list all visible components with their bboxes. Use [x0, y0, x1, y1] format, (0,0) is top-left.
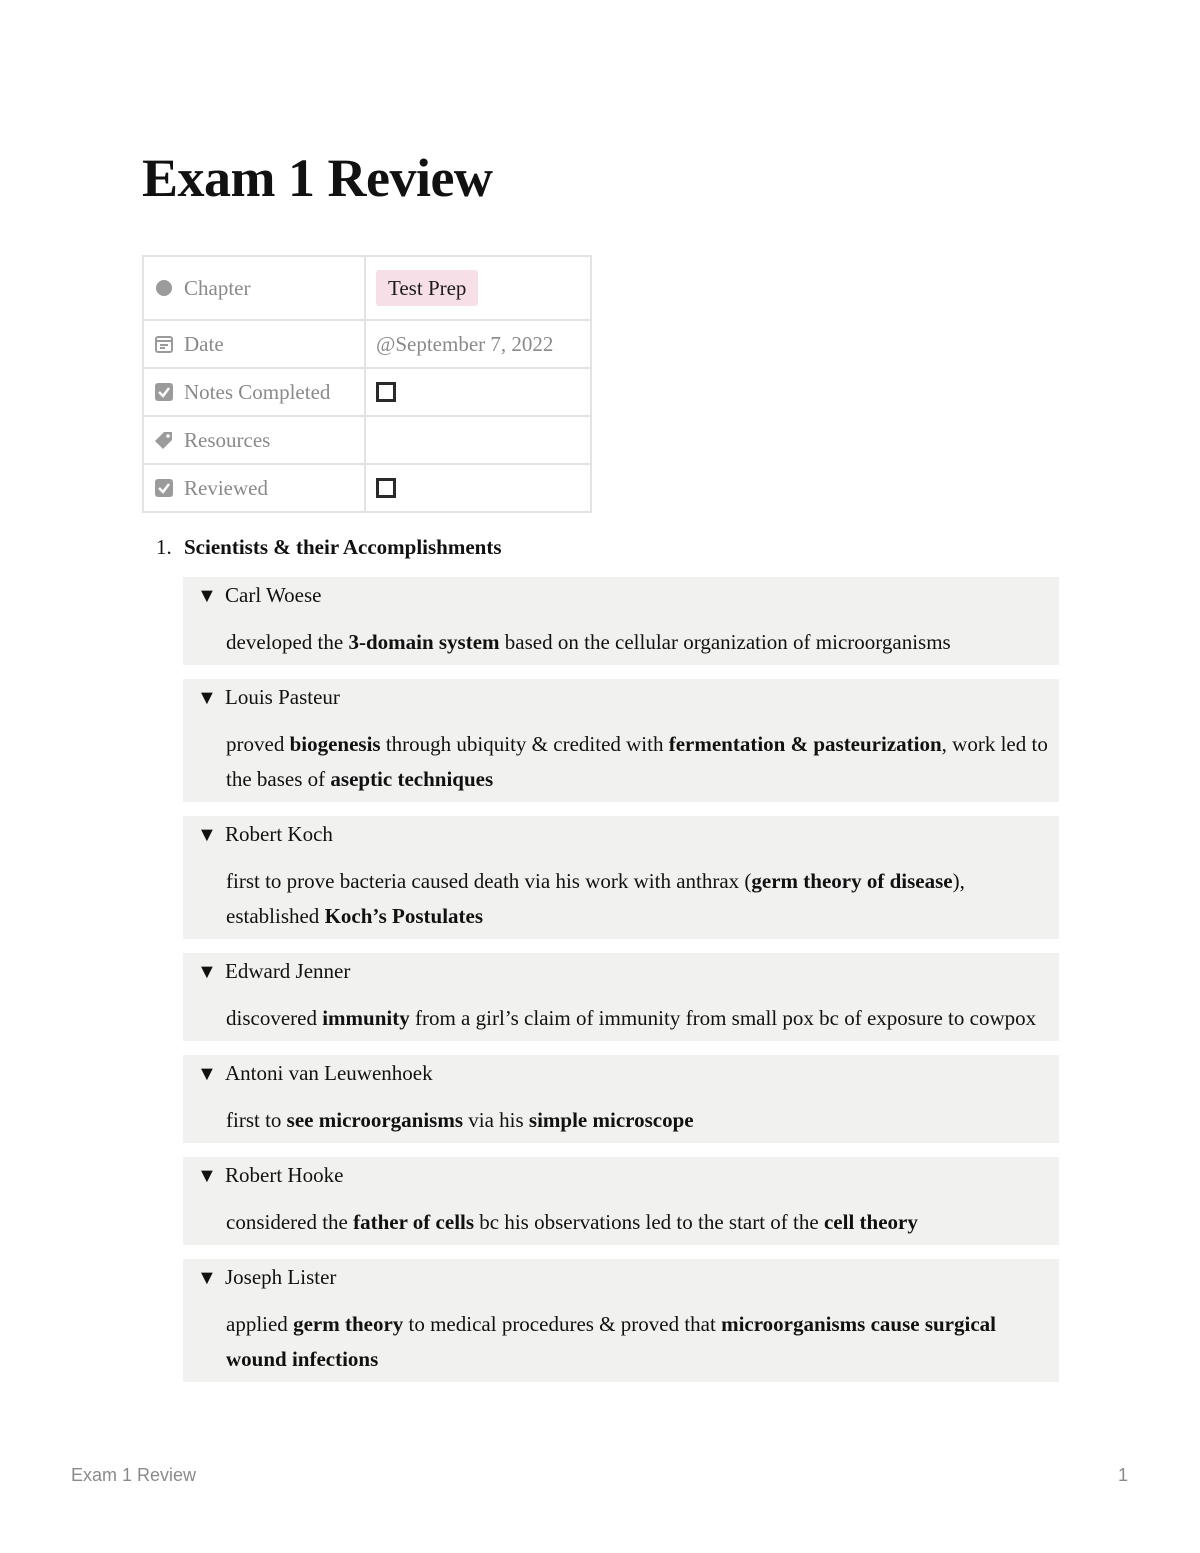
properties-table	[142, 255, 592, 513]
toggle-header[interactable]	[183, 1262, 1059, 1293]
notes-completed-checkbox[interactable]	[376, 382, 396, 402]
body-text: first to	[226, 1108, 287, 1132]
toggle-body	[183, 1089, 1059, 1138]
tag-icon	[154, 430, 174, 450]
chapter-icon	[154, 278, 174, 298]
toggle-header[interactable]	[183, 819, 1059, 850]
bold-text: immunity	[322, 1006, 410, 1030]
bold-text: biogenesis	[289, 732, 381, 756]
toggle-triangle-icon[interactable]: ▼	[197, 961, 217, 983]
toggle-triangle-icon[interactable]: ▼	[197, 585, 217, 607]
body-text: via his	[463, 1108, 529, 1132]
toggle-list	[183, 577, 1059, 1396]
body-text: , work led to the bases of	[226, 732, 1048, 791]
toggle-block	[183, 816, 1059, 939]
section-number: 1.	[156, 535, 172, 559]
toggle-title: Robert Koch	[225, 822, 333, 846]
resources-value[interactable]	[365, 416, 591, 464]
body-text: based on the cellular organization of microorganisms	[499, 630, 951, 654]
calendar-icon	[154, 334, 174, 354]
toggle-title: Carl Woese	[225, 583, 322, 607]
toggle-body	[183, 987, 1059, 1036]
toggle-block	[183, 1259, 1059, 1382]
toggle-triangle-icon[interactable]: ▼	[197, 1063, 217, 1085]
property-label-resources: Resources	[184, 427, 271, 452]
property-row-resources	[143, 416, 591, 464]
toggle-title: Louis Pasteur	[225, 685, 340, 709]
toggle-body	[183, 713, 1059, 797]
section-heading	[156, 532, 502, 562]
toggle-header[interactable]	[183, 956, 1059, 987]
toggle-block	[183, 1055, 1059, 1143]
bold-text: microorganisms cause surgical wound infections	[226, 1312, 996, 1371]
date-value[interactable]: @September 7, 2022	[376, 331, 554, 356]
toggle-header[interactable]	[183, 1160, 1059, 1191]
toggle-body	[183, 611, 1059, 660]
body-text: discovered	[226, 1006, 323, 1030]
bold-text: see microorganisms	[286, 1108, 463, 1132]
checkbox-icon	[154, 382, 174, 402]
toggle-triangle-icon[interactable]: ▼	[197, 687, 217, 709]
toggle-header[interactable]	[183, 1058, 1059, 1089]
property-row-chapter	[143, 256, 591, 320]
property-label-notes-completed: Notes Completed	[184, 379, 331, 404]
body-text: ), established	[226, 869, 965, 928]
reviewed-checkbox[interactable]	[376, 478, 396, 498]
bold-text: cell theory	[823, 1210, 918, 1234]
property-row-date	[143, 320, 591, 368]
checkbox-icon	[154, 478, 174, 498]
toggle-title: Antoni van Leuwenhoek	[225, 1061, 433, 1085]
toggle-block	[183, 1157, 1059, 1245]
bold-text: germ theory of disease	[751, 869, 953, 893]
body-text: to medical procedures & proved that	[403, 1312, 722, 1336]
body-text: proved	[226, 732, 290, 756]
toggle-title: Joseph Lister	[225, 1265, 337, 1289]
body-text: through ubiquity & credited with	[380, 732, 669, 756]
toggle-block	[183, 577, 1059, 665]
bold-text: 3-domain system	[348, 630, 500, 654]
chapter-tag[interactable]: Test Prep	[376, 270, 478, 306]
bold-text: Koch’s Postulates	[324, 904, 484, 928]
toggle-triangle-icon[interactable]: ▼	[197, 824, 217, 846]
body-text: bc his observations led to the start of the	[474, 1210, 824, 1234]
property-label-date: Date	[184, 331, 224, 356]
property-row-notes-completed	[143, 368, 591, 416]
body-text: first to prove bacteria caused death via his work with anthrax (	[226, 869, 752, 893]
body-text: developed the	[226, 630, 349, 654]
bold-text: germ theory	[293, 1312, 404, 1336]
page-title: Exam 1 Review	[142, 148, 493, 208]
toggle-triangle-icon[interactable]: ▼	[197, 1165, 217, 1187]
body-text: considered the	[226, 1210, 354, 1234]
section-heading-text: Scientists & their Accomplishments	[184, 535, 502, 559]
toggle-body	[183, 1191, 1059, 1240]
toggle-header[interactable]	[183, 682, 1059, 713]
toggle-body	[183, 850, 1059, 934]
toggle-header[interactable]	[183, 580, 1059, 611]
toggle-body	[183, 1293, 1059, 1377]
toggle-block	[183, 953, 1059, 1041]
toggle-title: Robert Hooke	[225, 1163, 344, 1187]
footer-title: Exam 1 Review	[71, 1465, 197, 1485]
bold-text: simple microscope	[528, 1108, 694, 1132]
property-row-reviewed	[143, 464, 591, 512]
footer-page-number: 1	[1117, 1465, 1128, 1485]
toggle-block	[183, 679, 1059, 802]
bold-text: father of cells	[353, 1210, 475, 1234]
body-text: applied	[226, 1312, 294, 1336]
property-label-reviewed: Reviewed	[184, 475, 268, 500]
bold-text: aseptic techniques	[330, 767, 494, 791]
property-label-chapter: Chapter	[184, 275, 251, 300]
body-text: from a girl’s claim of immunity from small pox bc of exposure to cowpox	[409, 1006, 1037, 1030]
bold-text: fermentation & pasteurization	[668, 732, 942, 756]
toggle-triangle-icon[interactable]: ▼	[197, 1267, 217, 1289]
toggle-title: Edward Jenner	[225, 959, 351, 983]
